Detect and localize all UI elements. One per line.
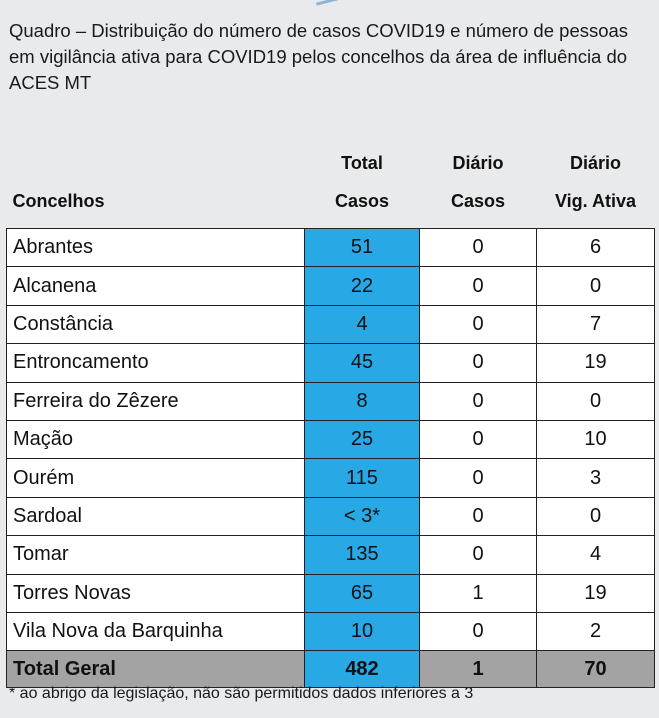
total-casos-cell: 10 [305, 612, 420, 650]
concelho-name: Vila Nova da Barquinha [7, 612, 305, 650]
diario-vig-cell: 0 [537, 382, 655, 420]
concelho-name: Torres Novas [7, 574, 305, 612]
footnote: * ao abrigo da legislação, não são permitidos dados inferiores a 3 [9, 685, 474, 702]
total-casos-cell: 135 [305, 536, 420, 574]
header-total-line1: Total [341, 153, 383, 173]
diario-casos-cell: 0 [420, 267, 537, 305]
header-diario-casos-line1: Diário [452, 153, 504, 173]
totals-row [7, 651, 655, 688]
concelho-name: Mação [7, 420, 305, 458]
header-diario-vig-line2: Vig. Ativa [554, 191, 637, 211]
header-concelhos [7, 144, 305, 229]
totals-diario-vig: 70 [537, 651, 655, 688]
concelho-name: Sardoal [7, 497, 305, 535]
diario-vig-cell: 0 [537, 267, 655, 305]
header-total-line2: Casos [334, 191, 390, 211]
total-casos-cell: 51 [305, 229, 420, 267]
table-row [7, 536, 655, 574]
totals-total-casos: 482 [305, 651, 420, 688]
diario-casos-cell: 0 [420, 497, 537, 535]
totals-diario-casos: 1 [420, 651, 537, 688]
concelho-name: Ferreira do Zêzere [7, 382, 305, 420]
table-caption: Quadro – Distribuição do número de casos COVID19 e número de pessoas em vigilância ativa para COVID19 pelos concelhos da área de influência do ACES MT [9, 20, 629, 93]
diario-casos-cell: 0 [420, 344, 537, 382]
table-row [7, 344, 655, 382]
table-row [7, 612, 655, 650]
total-casos-cell: < 3* [305, 497, 420, 535]
diario-vig-cell: 4 [537, 536, 655, 574]
covid-cases-table [6, 144, 655, 688]
total-casos-cell: 25 [305, 420, 420, 458]
diario-vig-cell: 19 [537, 574, 655, 612]
table-row [7, 497, 655, 535]
diario-vig-cell: 0 [537, 497, 655, 535]
table-row [7, 420, 655, 458]
diario-casos-cell: 0 [420, 459, 537, 497]
table-row [7, 229, 655, 267]
header-concelhos-label: Concelhos [12, 191, 105, 211]
header-total-casos [305, 144, 420, 229]
diario-vig-cell: 10 [537, 420, 655, 458]
concelho-name: Abrantes [7, 229, 305, 267]
diario-vig-cell: 2 [537, 612, 655, 650]
header-diario-vig-line1: Diário [569, 153, 621, 173]
diario-casos-cell: 0 [420, 305, 537, 343]
header-diario-casos [420, 144, 537, 229]
diario-casos-cell: 0 [420, 612, 537, 650]
total-casos-cell: 4 [305, 305, 420, 343]
concelho-name: Constância [7, 305, 305, 343]
table-row [7, 305, 655, 343]
table-row [7, 574, 655, 612]
totals-label: Total Geral [7, 651, 305, 688]
diario-casos-cell: 1 [420, 574, 537, 612]
total-casos-cell: 8 [305, 382, 420, 420]
table-row [7, 459, 655, 497]
concelho-name: Entroncamento [7, 344, 305, 382]
diario-vig-cell: 7 [537, 305, 655, 343]
total-casos-cell: 45 [305, 344, 420, 382]
header-diario-vig-ativa [537, 144, 655, 229]
total-casos-cell: 115 [305, 459, 420, 497]
header-diario-casos-line2: Casos [450, 191, 506, 211]
concelho-name: Alcanena [7, 267, 305, 305]
decorative-dash [316, 0, 338, 6]
diario-casos-cell: 0 [420, 229, 537, 267]
diario-vig-cell: 6 [537, 229, 655, 267]
diario-casos-cell: 0 [420, 536, 537, 574]
concelho-name: Ourém [7, 459, 305, 497]
header-row [7, 144, 655, 229]
diario-casos-cell: 0 [420, 420, 537, 458]
total-casos-cell: 22 [305, 267, 420, 305]
total-casos-cell: 65 [305, 574, 420, 612]
diario-vig-cell: 3 [537, 459, 655, 497]
concelho-name: Tomar [7, 536, 305, 574]
diario-casos-cell: 0 [420, 382, 537, 420]
diario-vig-cell: 19 [537, 344, 655, 382]
table-row [7, 382, 655, 420]
table-row [7, 267, 655, 305]
